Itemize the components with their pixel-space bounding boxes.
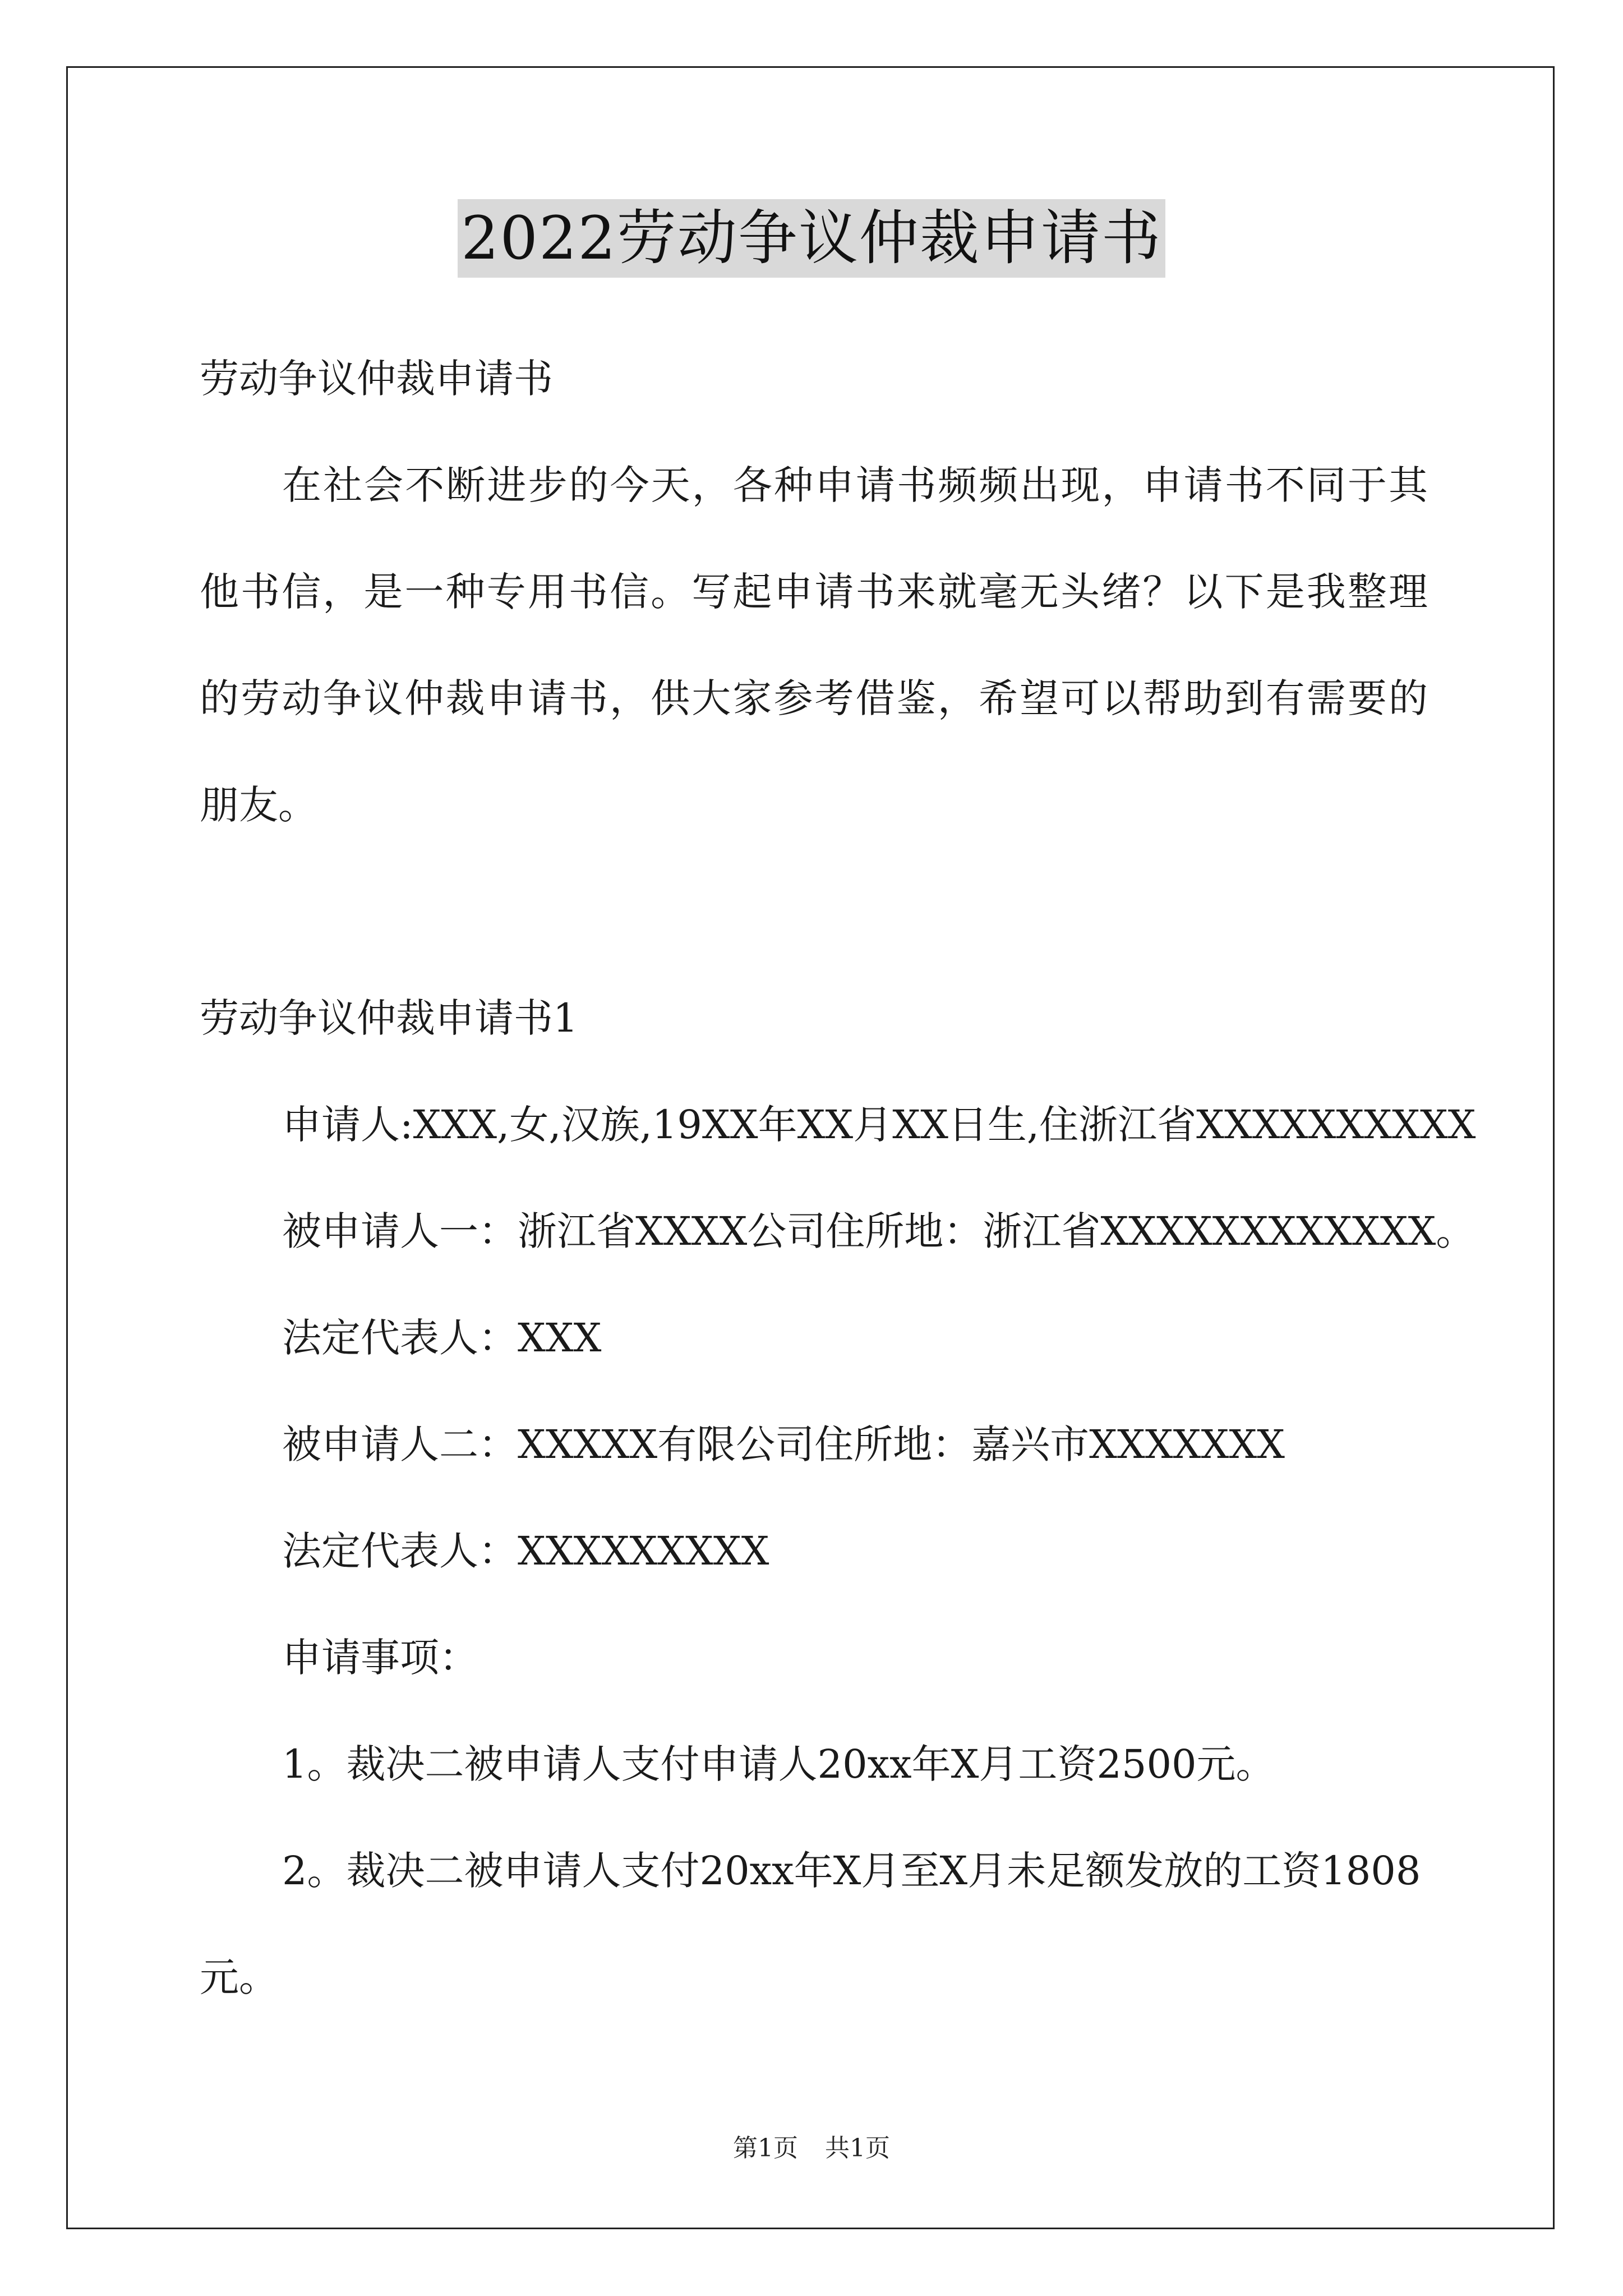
applicant-line: 申请人:XXX,女,汉族,19XX年XX月XX日生,住浙江省XXXXXXXXXX (282, 1102, 1476, 1148)
body-line: 在社会不断进步的今天，各种申请书频频出现，申请书不同于其 (282, 462, 1428, 508)
respondent-one-line: 被申请人一：浙江省XXXX公司住所地：浙江省XXXXXXXXXXXX。 (282, 1208, 1476, 1254)
legal-rep-line: 法定代表人：XXXXXXXXX (282, 1528, 769, 1574)
page-total: 共1页 (825, 2134, 890, 2162)
section-heading: 劳动争议仲裁申请书1 (200, 995, 578, 1041)
page-footer (0, 2132, 1623, 2165)
claim-item: 2。裁决二被申请人支付20xx年X月至X月未足额发放的工资1808 (282, 1848, 1421, 1894)
title-container (0, 199, 1623, 278)
legal-rep-line: 法定代表人：XXX (282, 1315, 602, 1361)
body-line: 的劳动争议仲裁申请书，供大家参考借鉴，希望可以帮助到有需要的 (200, 675, 1428, 721)
page-number: 第1页 (733, 2134, 798, 2162)
body-line: 他书信，是一种专用书信。写起申请书来就毫无头绪？以下是我整理 (200, 569, 1428, 615)
section-heading: 劳动争议仲裁申请书 (200, 356, 553, 402)
claim-item: 1。裁决二被申请人支付申请人20xx年X月工资2500元。 (282, 1741, 1275, 1787)
document-title: 2022劳动争议仲裁申请书 (458, 199, 1165, 278)
claims-heading: 申请事项： (282, 1635, 478, 1681)
claim-item-continued: 元。 (200, 1954, 278, 2000)
body-line: 朋友。 (200, 782, 317, 828)
respondent-two-line: 被申请人二：XXXXX有限公司住所地：嘉兴市XXXXXXX (282, 1421, 1285, 1467)
